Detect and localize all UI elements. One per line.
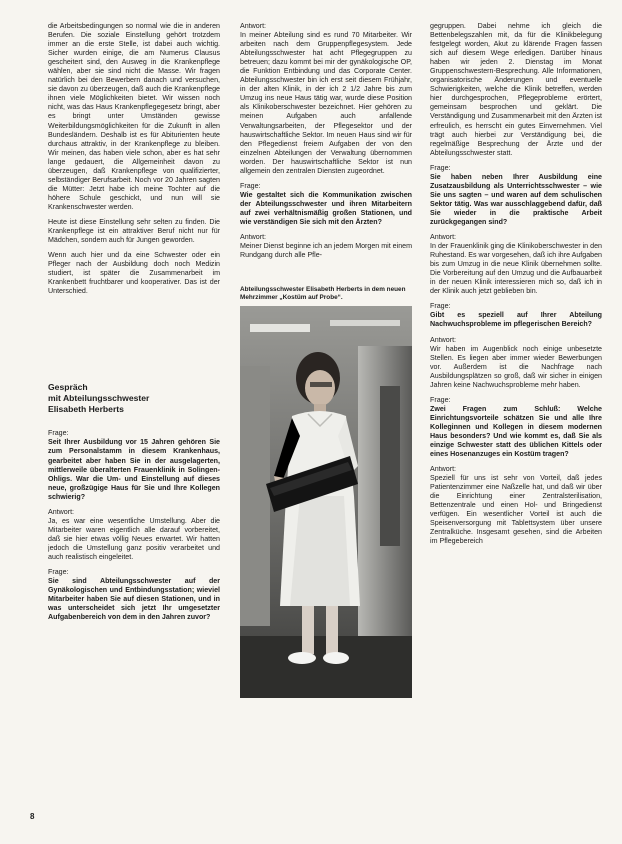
question-label: Frage: xyxy=(430,302,451,311)
page-number: 8 xyxy=(30,812,35,821)
answer-label: Antwort: xyxy=(240,233,267,242)
body-paragraph: Wenn auch hier und da eine Schwester oder ein Pfleger nach der Ausbildung doch noch Medizin studiert, ist später die Zusammenarbeit im Krankenbett fruchtbarer und kooperativer. Das ist der Unterschied. xyxy=(48,251,220,296)
answer-text: Speziell für uns ist sehr von Vorteil, daß jedes Patientenzimmer eine Naßzelle hat, und daß wir über die Einrichtung einer Zentralsterilisation, Bettenzentrale und einen Hol- und Bringedienst verfügen. Ein wesentlicher Vorteil ist auch die Speisenversorgung mit Tablettsystem über unsere Zentralküche. Insgesamt gesehen, sind die Arbeiten im Pflegebereich xyxy=(430,474,602,546)
body-paragraph: gegruppen. Dabei nehme ich gleich die Bettenbelegszahlen mit, da für die Klinikbelegung festgelegt worden, Akut zu klärende Fragen fassen sich auf diesem Wege erledigen. Darüber hinaus haben wir jeden 2. Dienstag im Monat Gruppenschwestern-Besprechung. Alle Informationen, organisatorische Änderungen und eventuelle Schwierigkeiten, welche die Klinik betreffen, werden hier durchgesprochen, Pflegeprobleme erörtert, gemeinsam besprochen und geklärt. Die Verständigung und Zusammenarbeit mit den Ärzten ist erfreulich, es herrscht ein gutes Einvernehmen. Viel trägt auch hierbei zur Verständigung bei, die regelmäßige Besprechung der Ärzte und der Abteilungsschwester statt. xyxy=(430,22,602,157)
answer-label: Antwort: xyxy=(430,335,457,344)
column-middle xyxy=(240,22,412,802)
answer-text: In meiner Abteilung sind es rund 70 Mitarbeiter. Wir arbeiten nach dem Gruppenpflegesystem. Jede Abteilungsschwester hat acht Pflegegruppen zu betreuen; dazu kommt bei mir der gynäkologische OP, die Funktion Entbindung und das Corporate Center. Abteilungsschwester bin ich erst seit diesem Frühjahr, in der alten Klinik, in der ich 2 1/2 Jahre bis zum Umzug ins neue Haus tätig war, wurde diese Position als Klinikoberschwester bezeichnet. Hier gehören zu meinen Aufgaben auch anfallende Verwaltungsarbeiten, der Pflegesektor und der hauswirtschaftliche Sektor. Im neuen Haus sind wir für den Pflegedienst freiem Aufgaben der von den einzelnen Abteilungen der Verwaltung übernommen worden. Der hauswirtschaftliche Sektor ist nun allgemein den zentralen Diensten zugeordnet. xyxy=(240,31,412,175)
photo-caption: Abteilungsschwester Elisabeth Herberts in dem neuen Mehrzimmer „Kostüm auf Probe“. xyxy=(240,286,406,302)
nurse-photo xyxy=(240,306,412,698)
answer-label: Antwort: xyxy=(430,233,457,242)
question-label: Frage: xyxy=(430,163,451,172)
question-text: Sie haben neben Ihrer Ausbildung eine Zusatzausbildung als Unterrichtsschwester – wie Sie uns sagten – und waren auf dem schulischen Sektor tätig. Was war ausschlaggebend dafür, daß Sie wieder in die praktische Arbeit zurückgegangen sind? xyxy=(430,172,602,226)
interview-heading: Gespräch mit Abteilungsschwester Elisabeth Herberts xyxy=(48,382,150,415)
answer-label: Antwort: xyxy=(430,465,457,474)
column-right xyxy=(430,22,602,802)
question-text: Zwei Fragen zum Schluß: Welche Einrichtungsvorteile schätzen Sie und alle Ihre Kolleginnen und Kollegen in diesem modernen Haus besonders? Und wie kommt es, daß Sie als einzige Schwester statt des üblichen Kittels oder eines Hosenanzuges ein Kostüm tragen? xyxy=(430,404,602,459)
answer-label: Antwort: xyxy=(48,507,75,516)
answer-text: Wir haben im Augenblick noch einige unbesetzte Stellen. Es liegen aber immer wieder Bewerbungen vor. Außerdem ist die Nachfrage nach Ausbildungsplätzen so groß, daß wir sicher in einigen Jahren keine Nachwuchsprobleme mehr haben. xyxy=(430,344,602,389)
question-text: Wie gestaltet sich die Kommunikation zwischen der Abteilungsschwester und ihren Mitarbeitern auf zwei verhältnismäßig großen Stationen, und wie verständigen Sie sich mit den Ärzten? xyxy=(240,190,412,226)
answer-text: In der Frauenklinik ging die Klinikoberschwester in den Ruhestand. Es war vorgesehen, daß ich ihre Aufgaben bis zum Umzug in die neue Klinik übernehmen sollte. Die Vorbereitung auf den Umzug und die Aufbauarbeit in der neuen Klinik interessieren mich so, daß ich in der Klinik auch jetzt geblieben bin. xyxy=(430,242,602,296)
question-label: Frage: xyxy=(430,395,451,404)
question-label: Frage: xyxy=(48,429,69,438)
answer-text: Ja, es war eine wesentliche Umstellung. Aber die Mitarbeiter waren eigentlich alle darauf vorbereitet, daß sie hier etwas völlig Neues erwartet. Wir hatten jedoch die Umstellung ganz positiv verarbeitet und auch realistisch eingeleitet. xyxy=(48,516,220,561)
question-label: Frage: xyxy=(48,568,69,577)
body-paragraph: die Arbeitsbedingungen so normal wie die in anderen Berufen. Die soziale Einstellung gehört trotzdem immer an die erste Stelle, ist dabei auch wichtig. Sicher wurden einige, die am Numerus Clausus gescheitert sind, den Ausweg in die Krankenpflege wählen, aber sie sind nicht die Masse. Wir fragen natürlich bei den Bewerbern danach und versuchen, sie davon zu überzeugen, daß auch die Krankenpflege ihnen viele Möglichkeiten bietet. Wir wissen noch nicht, was das Haus Krankenpflegegesetz bringt, aber es bringt unter Umständen gewisse Weiterbildungsmöglichkeiten für die Zukunft in allen Bundesländern. Deshalb ist es für Abiturienten heute durchaus attraktiv, in der Krankenpflege zu bleiben. Wir meinen, das haben viele schon, aber es hat sehr lange gedauert, die Allgemeinheit davon zu überzeugen, daß Krankenpflege von qualifizierter, selbständiger Berufsarbeit. Noch vor 20 Jahren sagten die Mütter: Jetzt habe ich meine Tochter auf die höhere Schule geschickt, und nun will sie Krankenschwester werden. xyxy=(48,22,220,211)
answer-label: Antwort: xyxy=(240,22,267,30)
question-text: Sie sind Abteilungsschwester auf der Gynäkologischen und Entbindungsstation; wieviel Mitarbeiter haben Sie auf diesen Stationen, und in was unterscheidet sich jetzt Ihr umgesetzter Aufgabenbereich von dem in den Jahren zuvor? xyxy=(48,577,220,622)
question-text: Gibt es speziell auf Ihrer Abteilung Nachwuchsprobleme im pflegerischen Bereich? xyxy=(430,311,602,329)
column-left xyxy=(48,22,220,802)
body-paragraph: Heute ist diese Einstellung sehr selten zu finden. Die Krankenpflege ist ein attraktiver Beruf nicht nur für Mädchen, sondern auch für Jungen geworden. xyxy=(48,217,220,245)
answer-text: Meiner Dienst beginne ich an jedem Morgen mit einem Rundgang durch alle Pfle- xyxy=(240,242,412,260)
question-text: Seit Ihrer Ausbildung vor 15 Jahren gehören Sie zum Personalstamm in diesem Krankenhaus, gearbeitet aber haben Sie in der ausgelagerten, mittlerweile überalterten Frauenklinik in Solingen-Ohligs. War die Um- und Einstellung auf dieses neue, großzügige Haus für Sie und Ihre Kollegen schwierig? xyxy=(48,438,220,501)
question-label: Frage: xyxy=(240,181,261,190)
